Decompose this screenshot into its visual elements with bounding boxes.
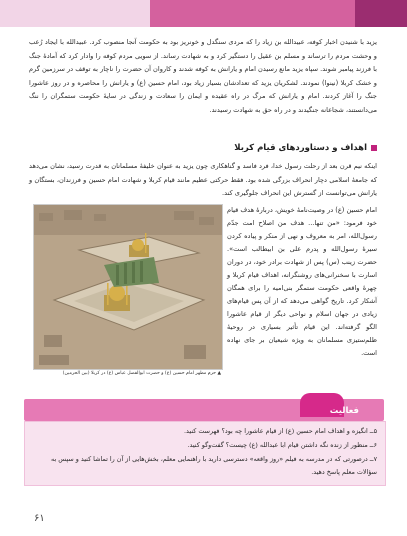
story-paragraph: یزید با شنیدن اخبار کوفه، عبیدالله بن زیاد را که مردی سنگدل و خونریز بود به حکومت آنجا منصوب کرد. عبیدالله با ایجاد رُعب و وحشت مردم را ترساند و مسلم بن عقیل را دستگیر کرد و به شهادت رساند. از سویی مردم کوفه را وادار کرد که آمادهٔ جنگ با فرزند پیامبر شوند. سپاه یزید مانع رسیدن امام و یارانش به کوفه شدند و کاروان آن حضرت را ناچار به توقف در سرزمین گرم و خشک کربلا (نینوا) نمودند. لشکریان یزید که تعدادشان بسیار زیاد بود، امام حسین (ع) و یارانش را محاصره و در روز عاشورا جنگ را آغاز کردند. امام و یارانش که مرگ در راه عقیده و ایمان را سعادت و زندگی در سایهٔ حکومت ستمگران را ننگ می‌دانستند، شجاعانه جنگیدند و در راه حق به شهادت رسیدند.	[29, 38, 377, 114]
activity-title: فعالیت	[329, 406, 359, 416]
heading-bullet-icon	[371, 145, 377, 151]
shrine-photo-illustration	[34, 205, 222, 369]
top-band-light	[0, 0, 150, 27]
page-number: ۶۱	[34, 513, 45, 524]
section-intro: اینکه نیم قرن بعد از رحلت رسول خدا، فرد فاسد و گناهکاری چون یزید به عنوان خلیفهٔ مسلمانان به قدرت رسید، نشان می‌دهد که جامعهٔ اسلامی دچار انحراف بزرگی شده بود. فقط حرکتی عظیم مانند قیام کربلا و شهادت امام حسین و فرزندان، بستگان و یارانش می‌توانست از گسترش این انحراف جلوگیری کند.	[29, 162, 377, 198]
activity-item: ۶ــ منظور از زنده نگه داشتن قیام ابا عبدالله (ع) چیست؟ گفت‌وگو کنید.	[187, 441, 377, 449]
section-heading-text: اهداف و دستاوردهای قیام کربلا	[234, 143, 367, 153]
shrine-photo	[33, 204, 223, 370]
activity-item: ۷ــ درصورتی که در مدرسه به فیلم «روز واقعه» دسترسی دارید با راهنمایی معلم، بخش‌هایی از آن را تماشا کنید و سپس به سؤالات معلم پاسخ دهید.	[51, 455, 377, 476]
side-text: امام حسین (ع) در وصیت‌نامهٔ خویش، دربارهٔ هدف قیام خود فرمود: «من تنها... هدف من اصلاح امت جدّم رسول‌الله، امر به معروف و نهی از منکر و پیاده کردن سیرهٔ رسول‌الله و پدرم علی بن ابیطالب است». حضرت زینب (س) پس از شهادت برادر خود، در دوران اسارت با سخنرانی‌های روشنگرانه، اهداف قیام کربلا و چهرهٔ واقعی حکومت ستمگر بنی‌امیه را برای همگان آشکار کرد. تاریخ گواهی می‌دهد که از آن پس قیام‌های زیادی در جهان اسلام و نواحی دیگر از قیام عاشورا الگو گرفته‌اند. این قیام تأثیر بسیاری در روحیهٔ ظلم‌ستیزی مسلمانان به ویژه شیعیان بر جای نهاده است.	[226, 206, 377, 357]
activity-item: ۵ــ انگیزه و اهداف امام حسین (ع) از قیام عاشورا چه بود؟ فهرست کنید.	[184, 427, 377, 435]
section-heading	[29, 143, 377, 153]
top-band-dark	[355, 0, 407, 27]
top-band-mid	[150, 0, 355, 27]
top-color-band	[0, 0, 407, 27]
photo-caption: ▲ حرم مطهر امام حسین (ع) و حضرت ابوالفضل عباس (ع) در کربلا (بین الحرمین)	[62, 371, 221, 376]
